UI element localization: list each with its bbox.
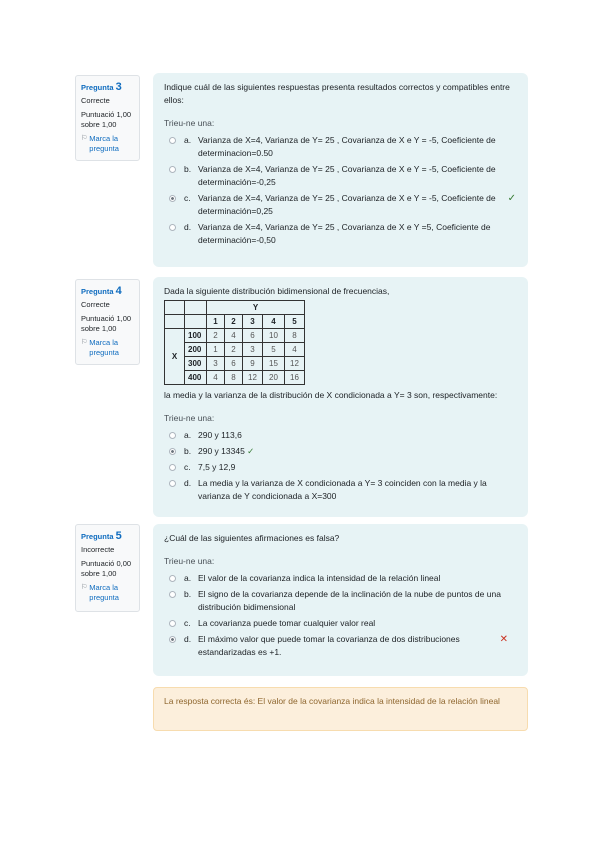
flag-question-link[interactable]: ⚐ Marca la pregunta <box>81 338 119 357</box>
radio-button-selected[interactable] <box>169 195 176 202</box>
table-cell: 6 <box>225 357 243 371</box>
table-cell: 1 <box>207 343 225 357</box>
x-value: 400 <box>185 371 207 385</box>
radio-button[interactable] <box>169 432 176 439</box>
x-value: 200 <box>185 343 207 357</box>
correct-answer-feedback: La resposta correcta és: El valor de la covarianza indica la intensidad de la relación lineal <box>153 687 528 731</box>
table-cell: 5 <box>263 343 285 357</box>
radio-button[interactable] <box>169 464 176 471</box>
question-number: Pregunta 4 <box>81 285 122 297</box>
answer-option-d[interactable]: d. La media y la varianza de X condicionada a Y= 3 coinciden con la media y la varianza de Y condicionada a X=300 <box>164 477 518 503</box>
question-text: ¿Cuál de las siguientes afirmaciones es falsa? <box>164 533 340 543</box>
radio-button[interactable] <box>169 575 176 582</box>
table-cell: 12 <box>243 371 263 385</box>
answer-option-b[interactable]: b. Varianza de X=4, Varianza de Y= 25 , Covarianza de X e Y = -5, Coeficiente de determinación=-0,25 <box>164 163 518 189</box>
y-value: 5 <box>285 315 305 329</box>
check-icon: ✓ <box>507 193 516 204</box>
answer-list <box>164 572 518 659</box>
question-text: Indique cuál de las siguientes respuestas presenta resultados correctos y compatibles entre ellos: <box>164 82 510 105</box>
radio-button[interactable] <box>169 620 176 627</box>
answer-option-a[interactable]: a. 290 y 113,6 <box>164 429 518 442</box>
answer-option-d[interactable]: d. El máximo valor que puede tomar la covarianza de dos distribuciones estandarizadas es +1. ✕ <box>164 633 518 659</box>
flag-question-link[interactable]: ⚐ Marca la pregunta <box>81 583 119 602</box>
table-cell: 2 <box>207 329 225 343</box>
answer-option-b[interactable]: b. El signo de la covarianza depende de la inclinación de la nube de puntos de una distribución bidimensional <box>164 588 518 614</box>
question-info <box>75 279 140 365</box>
radio-button[interactable] <box>169 224 176 231</box>
table-cell: 4 <box>207 371 225 385</box>
check-icon: ✓ <box>244 446 255 456</box>
question-state: Incorrecte <box>81 545 115 554</box>
y-value: 3 <box>243 315 263 329</box>
table-cell: 2 <box>225 343 243 357</box>
question-content <box>153 524 528 676</box>
question-text-continued: la media y la varianza de la distribución de X condicionada a Y= 3 son, respectivamente: <box>164 390 498 400</box>
flag-question-link[interactable]: ⚐ Marca la pregunta <box>81 134 119 153</box>
answer-list <box>164 429 518 503</box>
answer-list <box>164 134 518 247</box>
radio-button[interactable] <box>169 166 176 173</box>
table-cell: 12 <box>285 357 305 371</box>
radio-button-selected[interactable] <box>169 448 176 455</box>
y-value: 4 <box>263 315 285 329</box>
y-value: 2 <box>225 315 243 329</box>
question-state: Correcte <box>81 96 110 105</box>
question-info <box>75 75 140 161</box>
question-grade: Puntuació 1,00 sobre 1,00 <box>81 110 132 129</box>
table-cell: 15 <box>263 357 285 371</box>
radio-button-selected[interactable] <box>169 636 176 643</box>
y-value: 1 <box>207 315 225 329</box>
table-cell: 4 <box>225 329 243 343</box>
table-cell: 9 <box>243 357 263 371</box>
table-cell: 3 <box>243 343 263 357</box>
table-cell: 20 <box>263 371 285 385</box>
answer-option-c[interactable]: c. La covarianza puede tomar cualquier valor real <box>164 617 518 630</box>
question-text: Dada la siguiente distribución bidimensional de frecuencias, <box>164 286 390 296</box>
flag-icon: ⚐ <box>81 584 88 591</box>
question-grade: Puntuació 1,00 sobre 1,00 <box>81 314 132 333</box>
question-grade: Puntuació 0,00 sobre 1,00 <box>81 559 132 578</box>
answer-prompt: Trieu-ne una: <box>164 413 215 423</box>
x-value: 300 <box>185 357 207 371</box>
answer-option-c[interactable]: c. 7,5 y 12,9 <box>164 461 518 474</box>
frequency-table <box>164 300 305 385</box>
radio-button[interactable] <box>169 591 176 598</box>
question-content <box>153 73 528 267</box>
table-cell: 8 <box>285 329 305 343</box>
question-number: Pregunta 5 <box>81 530 122 542</box>
flag-icon: ⚐ <box>81 135 88 142</box>
x-label: X <box>165 329 185 385</box>
question-content <box>153 277 528 517</box>
answer-prompt: Trieu-ne una: <box>164 556 215 566</box>
radio-button[interactable] <box>169 137 176 144</box>
y-label: Y <box>207 301 305 315</box>
radio-button[interactable] <box>169 480 176 487</box>
question-state: Correcte <box>81 300 110 309</box>
table-cell: 16 <box>285 371 305 385</box>
answer-option-c[interactable]: c. Varianza de X=4, Varianza de Y= 25 , Covarianza de X e Y = -5, Coeficiente de determinación=0,25 ✓ <box>164 192 518 218</box>
answer-option-d[interactable]: d. Varianza de X=4, Varianza de Y= 25 , Covarianza de X e Y =5, Coeficiente de determinación=-0,50 <box>164 221 518 247</box>
table-cell: 6 <box>243 329 263 343</box>
cross-icon: ✕ <box>499 634 508 645</box>
answer-option-b[interactable]: b. 290 y 13345 ✓ <box>164 445 518 458</box>
question-info <box>75 524 140 612</box>
table-cell: 8 <box>225 371 243 385</box>
flag-icon: ⚐ <box>81 339 88 346</box>
answer-option-a[interactable]: a. El valor de la covarianza indica la intensidad de la relación lineal <box>164 572 518 585</box>
answer-prompt: Trieu-ne una: <box>164 118 215 128</box>
answer-option-a[interactable]: a. Varianza de X=4, Varianza de Y= 25 , Covarianza de X e Y = -5, Coeficiente de determinacion=0.50 <box>164 134 518 160</box>
table-cell: 4 <box>285 343 305 357</box>
x-value: 100 <box>185 329 207 343</box>
question-number: Pregunta 3 <box>81 81 122 93</box>
table-cell: 3 <box>207 357 225 371</box>
table-cell: 10 <box>263 329 285 343</box>
